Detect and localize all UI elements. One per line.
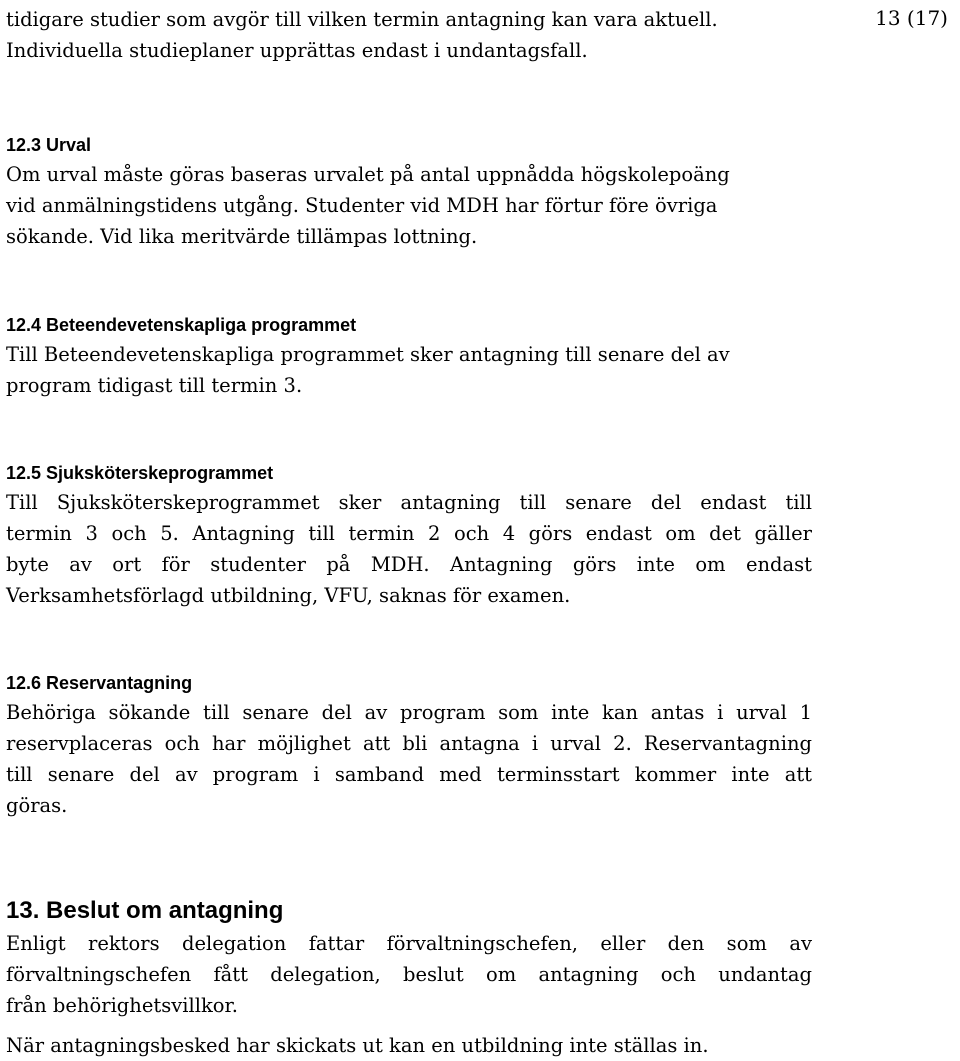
- body-line: vid anmälningstidens utgång. Studenter vid MDH har förtur före övriga: [6, 194, 718, 217]
- section-heading: 12.4 Beteendevetenskapliga programmet: [6, 315, 357, 335]
- body-line: Till Sjuksköterskeprogrammet sker antagning till senare del endast till: [6, 491, 812, 514]
- body-line: reservplaceras och har möjlighet att bli antagna i urval 2. Reservantagning: [6, 732, 812, 755]
- body-line: Verksamhetsförlagd utbildning, VFU, saknas för examen.: [6, 584, 571, 607]
- body-line: sökande. Vid lika meritvärde tillämpas lottning.: [6, 225, 478, 248]
- intro-paragraph: [6, 4, 812, 66]
- body-line: Enligt rektors delegation fattar förvaltningschefen, eller den som av: [6, 932, 812, 955]
- closing-paragraph: [6, 1030, 812, 1061]
- body-line: byte av ort för studenter på MDH. Antagning görs inte om endast: [6, 553, 812, 576]
- body-line: från behörighetsvillkor.: [6, 994, 238, 1017]
- section-heading: 12.3 Urval: [6, 135, 92, 155]
- body-line: Behöriga sökande till senare del av program som inte kan antas i urval 1: [6, 701, 812, 724]
- section-12-6: [6, 671, 812, 821]
- section-body: [6, 697, 812, 821]
- body-line: Om urval måste göras baseras urvalet på antal uppnådda högskolepoäng: [6, 163, 730, 186]
- intro-line: Individuella studieplaner upprättas endast i undantagsfall.: [6, 39, 588, 62]
- closing-line: När antagningsbesked har skickats ut kan en utbildning inte ställas in.: [6, 1034, 709, 1057]
- section-body: [6, 159, 812, 252]
- body-line: till senare del av program i samband med terminsstart kommer inte att: [6, 763, 812, 786]
- section-heading: 12.5 Sjuksköterskeprogrammet: [6, 463, 274, 483]
- section-13: [6, 896, 812, 1021]
- section-12-4: [6, 313, 812, 401]
- section-heading: 12.6 Reservantagning: [6, 673, 193, 693]
- intro-line: tidigare studier som avgör till vilken termin antagning kan vara aktuell.: [6, 8, 718, 31]
- body-line: förvaltningschefen fått delegation, beslut om antagning och undantag: [6, 963, 812, 986]
- section-body: [6, 928, 812, 1021]
- section-heading: 13. Beslut om antagning: [6, 897, 284, 924]
- section-body: [6, 487, 812, 611]
- body-line: termin 3 och 5. Antagning till termin 2 och 4 görs endast om det gäller: [6, 522, 812, 545]
- body-line: Till Beteendevetenskapliga programmet sker antagning till senare del av: [6, 343, 730, 366]
- body-line: göras.: [6, 794, 68, 817]
- page-number: 13 (17): [875, 6, 948, 30]
- section-body: [6, 339, 812, 401]
- section-12-5: [6, 461, 812, 611]
- body-line: program tidigast till termin 3.: [6, 374, 303, 397]
- section-12-3: [6, 133, 812, 252]
